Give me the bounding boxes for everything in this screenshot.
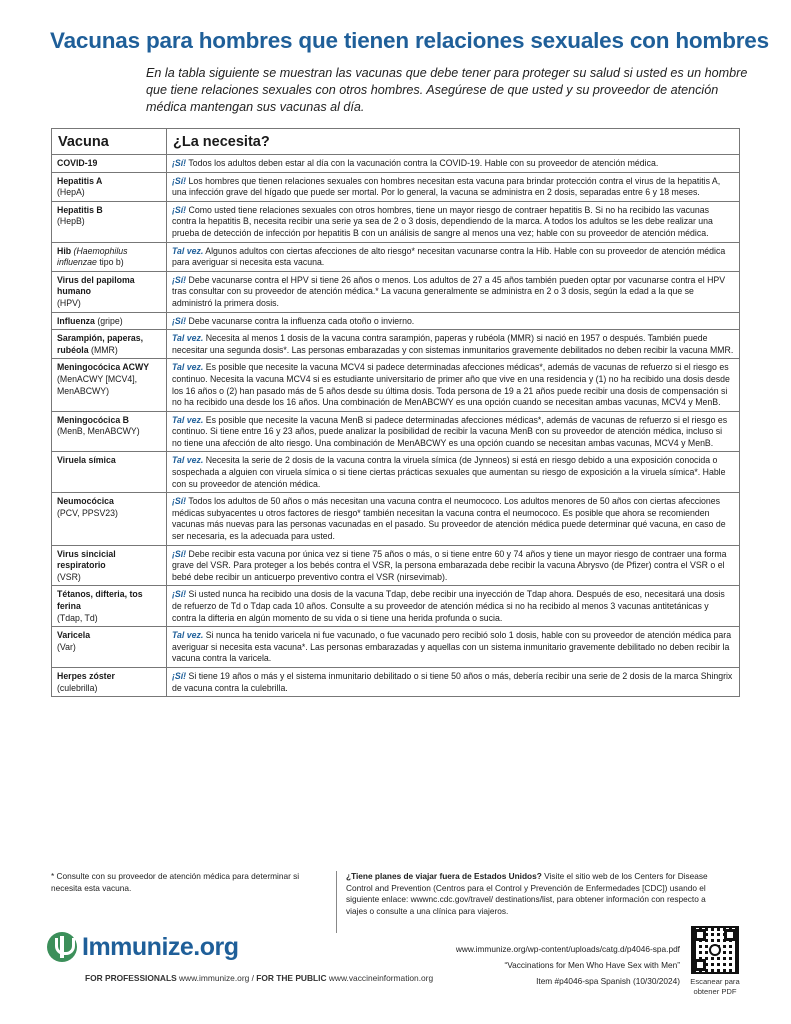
need-cell: [167, 312, 740, 330]
vaccine-cell: [52, 545, 167, 586]
vaccine-name: Virus del papiloma humano: [57, 274, 135, 297]
need-cell: [167, 493, 740, 545]
need-description: Es posible que necesite la vacuna MCV4 si padece determinadas afecciones médicas*, además de vacunas de refuerzo si el riesgo es continuo. Necesita la vacuna MCV4 si es estudiante universitario de primer año que vive en una residencia y (1) no ha recibido una dosis desde los 16 años o (2) han pasado más de 5 años desde su última dosis. Toda persona de 19 a 21 años puede recibir una dosis de compensación si no ha recibido una desde los 16 años. Una combinación de MenABCWY es una opción cuando se necesitan ambas vacunas, MCV4 y MenB.: [172, 362, 730, 408]
need-cell: [167, 172, 740, 201]
vaccine-name-rest: tipo b): [96, 257, 124, 268]
vaccine-name: Hib: [57, 245, 72, 256]
travel-note: [346, 871, 726, 917]
need-cell: [167, 359, 740, 411]
table-row: [52, 627, 740, 668]
table-row: [52, 586, 740, 627]
need-description: Si tiene 19 años o más y el sistema inmunitario debilitado o si tiene 50 años o más, debería recibir una serie de 2 dosis de la marca Shingrix de vacuna contra la culebrilla.: [172, 670, 733, 693]
column-header-vaccine: Vacuna: [52, 129, 167, 155]
need-answer: Tal vez.: [172, 414, 204, 425]
vaccine-name: Herpes zóster: [57, 670, 115, 681]
need-answer: ¡Sí!: [172, 175, 187, 186]
immunize-logo-icon: [47, 932, 77, 962]
immunize-logo[interactable]: [47, 930, 239, 964]
vaccine-cell: [52, 312, 167, 330]
vaccine-name: Hepatitis B: [57, 204, 103, 215]
need-answer: Tal vez.: [172, 630, 204, 641]
vaccine-abbreviation: (Var): [57, 641, 76, 652]
table-row: [52, 201, 740, 242]
reference-url[interactable]: www.immunize.org/wp-content/uploads/catg.d/p4046-spa.pdf: [455, 944, 680, 954]
vaccine-name-block: [57, 275, 161, 298]
need-cell: [167, 155, 740, 173]
vaccine-cell: [52, 201, 167, 242]
vaccine-abbreviation: (PCV, PPSV23): [57, 507, 118, 518]
vaccine-name-rest: (gripe): [97, 315, 123, 326]
vaccine-name-block: [57, 333, 161, 356]
vaccine-abbreviation: (Tdap, Td): [57, 612, 98, 623]
vaccine-name: Sarampión, paperas, rubéola: [57, 333, 144, 355]
vaccine-cell: [52, 359, 167, 411]
logo-text: Immunize.org: [82, 932, 239, 961]
reference-title: “Vaccinations for Men Who Have Sex with Men”: [504, 960, 680, 970]
vaccine-name: COVID-19: [57, 158, 98, 168]
need-description: Los hombres que tienen relaciones sexuales con hombres necesitan esta vacuna para brindar protección contra el virus de la hepatitis A, una infección grave del hígado que puede ser mortal. Por lo general, la vacuna se administra en 2 dosis, separadas entre 6 y 18 meses.: [172, 175, 721, 198]
vaccine-cell: [52, 452, 167, 493]
vaccine-cell: [52, 667, 167, 696]
vaccine-name: Varicela: [57, 630, 91, 641]
need-cell: [167, 586, 740, 627]
vaccine-table: [51, 128, 740, 697]
vaccine-name-block: [57, 630, 161, 642]
travel-question: ¿Tiene planes de viajar fuera de Estados Unidos?: [346, 871, 542, 881]
vaccine-name-block: [57, 549, 161, 572]
reference-item: Item #p4046-spa Spanish (10/30/2024): [536, 976, 680, 986]
column-header-need: ¿La necesita?: [167, 129, 740, 155]
vaccine-name: Virus sincicial respiratorio: [57, 548, 116, 571]
need-answer: ¡Sí!: [172, 589, 187, 600]
need-description: Si usted nunca ha recibido una dosis de la vacuna Tdap, debe recibir una inyección de Tdap ahora. Después de eso, necesitará una dosis de refuerzo de Td o Tdap cada 10 años. Consulte a su proveedor de atención médica si no ha recibido al menos 3 vacunas antitetánicas y contra la difteria en algún momento de su vida o si tiene una herida profunda o sucia.: [172, 589, 725, 623]
vaccine-name: Meningocócica B: [57, 414, 129, 425]
table-body: [52, 155, 740, 697]
qr-code-icon[interactable]: [691, 926, 739, 974]
vaccine-name: Neumocócica: [57, 496, 114, 507]
public-label: FOR THE PUBLIC: [256, 973, 327, 983]
vaccine-name-block: [57, 455, 161, 467]
need-answer: ¡Sí!: [172, 158, 187, 168]
need-description: Debe recibir esta vacuna por única vez si tiene 75 años o más, o si tiene entre 60 y 74 años y tiene un mayor riesgo de contraer una forma grave del VSR. Para proteger a los bebés contra el VSR, la persona embarazada debe recibir la vacuna Abrysvo (de Pfizer) contra el VSR o el bebé debe recibir un anticuerpo preventivo contra el VSR (nirsevimab).: [172, 548, 727, 582]
table-row: [52, 411, 740, 452]
vaccine-name-rest: (MMR): [91, 344, 118, 355]
vaccine-abbreviation: (HPV): [57, 297, 81, 308]
need-description: Necesita la serie de 2 dosis de la vacuna contra la viruela símica (de Jynneos) si está en riesgo debido a una exposición conocida o sospechada a alguien con viruela símica o si tiene ciertas prácticas sexuales que aumentan su riesgo de exposición a la viruela símica*. Hable con su proveedor de atención médica.: [172, 455, 726, 489]
vaccine-cell: [52, 330, 167, 359]
vaccine-abbreviation: (MenACWY [MCV4], MenABCWY): [57, 373, 138, 396]
vaccine-cell: [52, 586, 167, 627]
need-answer: ¡Sí!: [172, 670, 187, 681]
vaccine-cell: [52, 271, 167, 312]
vaccine-name-block: [57, 415, 161, 427]
need-description: Es posible que necesite la vacuna MenB si padece determinadas afecciones médicas*, además de vacunas de refuerzo si el riesgo es continuo. Si tiene entre 16 y 23 años, puede analizar la posibilidad de recibir la vacuna MenB con su proveedor de atención médica, incluso si no tiene una afección de alto riesgo. Una combinación de MenABCWY es una opción cuando se necesitan ambas vacunas, MCV4 y MenB.: [172, 414, 728, 448]
intro-text: En la tabla siguiente se muestran las vacunas que debe tener para proteger su salud si usted es un hombre que tiene relaciones sexuales con otros hombres. Asegúrese de que usted y su proveedor de atención médica mantengan sus vacunas al día.: [146, 66, 748, 114]
vaccine-name: Influenza: [57, 315, 95, 326]
vaccine-name-block: [57, 671, 161, 683]
scan-label: Escanear para obtener PDF: [690, 977, 740, 996]
table-row: [52, 172, 740, 201]
need-cell: [167, 545, 740, 586]
vaccine-cell: [52, 242, 167, 271]
need-cell: [167, 411, 740, 452]
need-description: Todos los adultos deben estar al día con la vacunación contra la COVID-19. Hable con su proveedor de atención médica.: [186, 158, 659, 168]
need-cell: [167, 627, 740, 668]
table-row: [52, 271, 740, 312]
divider: [336, 871, 337, 933]
table-row: [52, 545, 740, 586]
need-description: Todos los adultos de 50 años o más necesitan una vacuna contra el neumococo. Los adultos menores de 50 años con ciertas afecciones médicas subyacentes u otros factores de riesgo* también necesitan la vacuna contra el neumococo. Es posible que ahora se recomienden vacunas más nuevas para las personas vacunadas en el pasado. Su proveedor de atención médica puede determinar qué vacuna, en caso de ser necesaria, es la adecuada para usted.: [172, 496, 726, 542]
table-row: [52, 359, 740, 411]
need-description: Necesita al menos 1 dosis de la vacuna contra sarampión, paperas y rubéola (MMR) si nació en 1957 o después. También puede necesitar una segunda dosis*. Las personas embarazadas y con sistemas inmunitarios gravemente debilitados no deben recibir la vacuna MMR.: [172, 333, 734, 355]
table-row: [52, 493, 740, 545]
need-cell: [167, 330, 740, 359]
need-answer: Tal vez.: [172, 245, 204, 256]
vaccine-name: Tétanos, difteria, tos ferina: [57, 589, 143, 611]
need-answer: ¡Sí!: [172, 496, 187, 507]
table-row: [52, 155, 740, 173]
vaccine-cell: [52, 493, 167, 545]
table-row: [52, 330, 740, 359]
need-description: Si nunca ha tenido varicela ni fue vacunado, o fue vacunado pero recibió solo 1 dosis, hable con su proveedor de atención médica para averiguar si necesita esta vacuna*. Las personas embarazadas y aquellas con un sistema inmunitario gravemente debilitado no deben recibir la vacuna contra la varicela.: [172, 630, 732, 664]
vaccine-name-block: [57, 158, 161, 170]
vaccine-name-italic: (Haemophilus influenzae: [57, 245, 128, 268]
vaccine-name: Hepatitis A: [57, 175, 103, 186]
vaccine-name-block: [57, 246, 161, 269]
need-answer: ¡Sí!: [172, 548, 187, 559]
vaccine-abbreviation: (HepA): [57, 187, 85, 198]
vaccine-abbreviation: (culebrilla): [57, 682, 98, 693]
prof-label: FOR PROFESSIONALS: [85, 973, 177, 983]
need-answer: ¡Sí!: [172, 274, 187, 285]
table-row: [52, 452, 740, 493]
vaccine-cell: [52, 411, 167, 452]
table-row: [52, 667, 740, 696]
need-cell: [167, 667, 740, 696]
vaccine-cell: [52, 172, 167, 201]
need-description: Algunos adultos con ciertas afecciones de alto riesgo* necesitan vacunarse contra la Hib. Hable con su proveedor de atención médica para averiguar si necesita esta vacuna.: [172, 245, 726, 268]
vaccine-name-block: [57, 362, 161, 374]
prof-link[interactable]: www.immunize.org /: [176, 973, 257, 983]
footnote: * Consulte con su proveedor de atención médica para determinar si necesita esta vacuna.: [51, 871, 300, 893]
need-cell: [167, 201, 740, 242]
vaccine-cell: [52, 155, 167, 173]
vaccine-name-block: [57, 205, 161, 217]
need-answer: ¡Sí!: [172, 315, 187, 326]
document-reference: [380, 941, 680, 989]
need-description: Debe vacunarse contra el HPV si tiene 26 años o menos. Los adultos de 27 a 45 años también pueden optar por vacunarse contra el HPV tras consultar con su proveedor de atención médica.* La vacuna generalmente se administra en 2 o 3 dosis, según la edad a la que se administró la primera dosis.: [172, 274, 726, 308]
need-answer: Tal vez.: [172, 362, 204, 373]
need-cell: [167, 271, 740, 312]
need-description: Debe vacunarse contra la influenza cada otoño o invierno.: [186, 315, 415, 326]
vaccine-name: Meningocócica ACWY: [57, 362, 150, 373]
need-answer: ¡Sí!: [172, 204, 187, 215]
need-answer: Tal vez.: [172, 455, 204, 466]
vaccine-cell: [52, 627, 167, 668]
need-cell: [167, 242, 740, 271]
table-row: [52, 312, 740, 330]
vaccine-name: Viruela símica: [57, 455, 116, 466]
vaccine-name-block: [57, 496, 161, 508]
need-cell: [167, 452, 740, 493]
vaccine-name-block: [57, 176, 161, 188]
vaccine-abbreviation: (HepB): [57, 216, 85, 227]
vaccine-abbreviation: (MenB, MenABCWY): [57, 426, 140, 437]
page-title: Vacunas para hombres que tienen relaciones sexuales con hombres: [50, 28, 769, 53]
table-row: [52, 242, 740, 271]
vaccine-abbreviation: (VSR): [57, 571, 81, 582]
vaccine-name-block: [57, 316, 161, 328]
table-header-row: [52, 129, 740, 155]
vaccine-name-block: [57, 589, 161, 612]
public-link[interactable]: www.vaccineinformation.org: [326, 973, 434, 983]
need-description: Como usted tiene relaciones sexuales con otros hombres, tiene un mayor riesgo de contraer hepatitis B. Si no ha recibido las vacunas contra la hepatitis B, necesita recibir una serie ya sea de 2 o 3 dosis, dependiendo de la marca. A todos los adultos se les debe realizar una prueba de detección de infección por hepatitis B con un análisis de sangre al menos una vez; hable con su proveedor de atención médica.: [172, 204, 713, 238]
travel-text: Visite el sitio web de los Centers for Disease Control and Prevention (Centros para el Control y Prevención de Enfermedades [CDC]) usando el siguiente enlace: wwwnc.cdc.gov/travel/ destinations/list, para obtener información con respecto a viajes o consulte a una clínica para viajeros.: [346, 871, 708, 916]
need-answer: Tal vez.: [172, 333, 204, 344]
